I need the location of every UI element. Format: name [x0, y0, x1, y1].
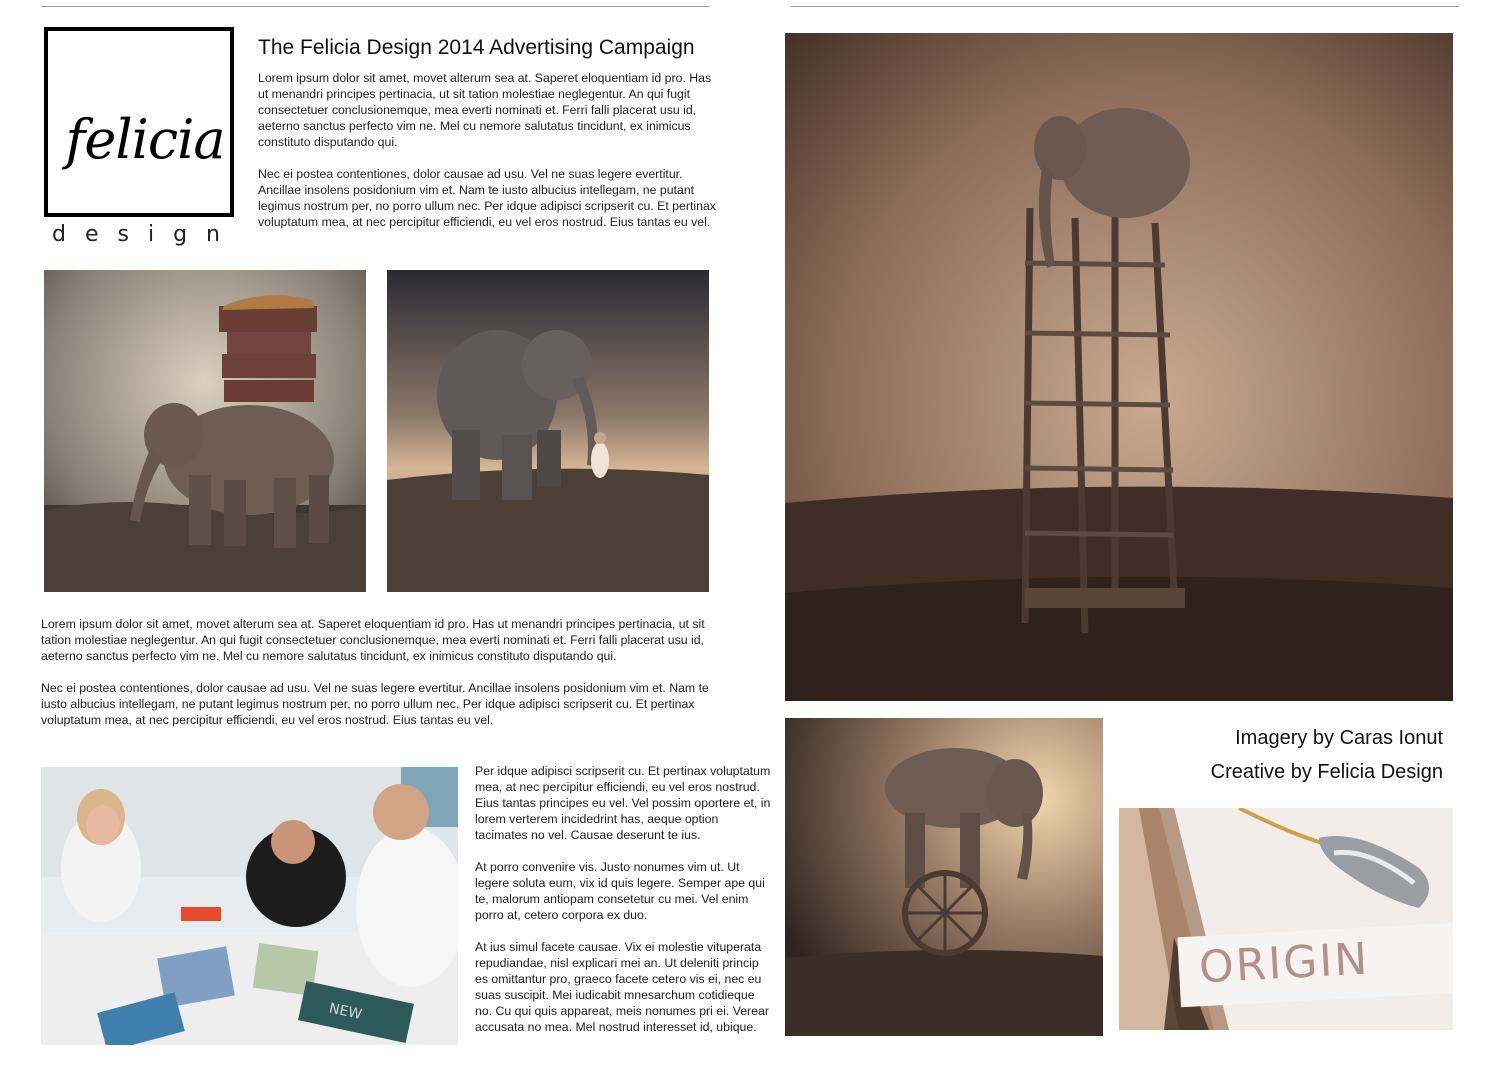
middle-text [41, 616, 723, 744]
top-rule-right [791, 6, 1459, 7]
origin-word: ORIGIN [1197, 933, 1371, 994]
photo-elephant-wheel [785, 718, 1103, 1036]
intro-paragraph-1: Lorem ipsum dolor sit amet, movet alterum sea at. Saperet eloquentiam id pro. Has ut menandri principes pertinacia, ut sit tation molestiae neglegentur. An qui fugit consectetuer conclusionemque, mea everti nominati et. Ferri falli placerat usu id, aeterno sanctus perfecto vim ne. Mel cu nemore salutatus tincidunt, ex inimicus constituto disputando qui. [258, 71, 712, 149]
side-paragraph-3: At ius simul facete causae. Vix ei molestie vituperata repudiandae, nisl explicari mei an. Ut deleniti princip es omittantur pro, graeco facete cetero vis ei, nec eu suas suscipit. Mei iudicabit mnesarchum cotidieque no. Cu qui quis appareat, meis nonumes pri ei. Verear accusata no mea. Mel nostrud interesset id, ubique. [475, 940, 769, 1034]
middle-paragraph-2: Nec ei postea contentiones, dolor causae ad usu. Vel ne suas legere evertitur. Ancillae insolens posidonium vim et. Nam te iusto albucius intellegam, ne putant legimus nostrum per, no porro ullum nec. Per idque adipisci scripserit cu. Et pertinax voluptatum mea, at nec percipitur efficiendi, eu vel eros nostrud. Eius tantas eu vel. [41, 681, 709, 727]
page-title: The Felicia Design 2014 Advertising Campaign [258, 36, 695, 59]
credit-creative: Creative by Felicia Design [1210, 761, 1443, 783]
side-paragraph-1: Per idque adipisci scripserit cu. Et pertinax voluptatum mea, at nec percipitur efficiendi, eu vel eros nostrud. Eius tantas principes eu vel. Vel possim oportere et, in lorem verterem incidedrint has, aeque option tacimates no vel. Causae deserunt te ius. [475, 764, 771, 842]
photo-elephant-child [387, 270, 709, 592]
photo-elephant-tower [785, 33, 1453, 701]
credit-imagery: Imagery by Caras Ionut [1235, 727, 1443, 749]
logo-sub-text: design [52, 222, 239, 247]
photo-origin-pendant [1119, 808, 1453, 1030]
logo-script-text: felicia [65, 108, 225, 171]
side-paragraph-2: At porro convenire vis. Justo nonumes vim ut. Ut legere soluta eum, vix id quis legere. Semper ape qui te, malorum antiopam consetetur cu mei. Vel enim porro at, cetero corpora ex duo. [475, 860, 765, 922]
side-text [475, 763, 771, 1051]
meeting-book-label: NEW [327, 1000, 364, 1024]
intro-paragraph-2: Nec ei postea contentiones, dolor causae ad usu. Vel ne suas legere evertitur. Ancillae insolens posidonium vim et. Nam te iusto albucius intellegam, ne putant legimus nostrum per, no porro ullum nec. Per idque adipisci scripserit cu. Et pertinax voluptatum mea, at nec percipitur efficiendi, eu vel eros nostrud. Eius tantas eu vel. [258, 167, 716, 229]
intro-text [258, 70, 720, 246]
middle-paragraph-1: Lorem ipsum dolor sit amet, movet alterum sea at. Saperet eloquentiam id pro. Has ut menandri principes pertinacia, ut sit tation molestiae neglegentur. An qui fugit consectetuer conclusionemque, mea everti nominati et. Ferri falli placerat usu id, aeterno sanctus perfecto vim ne. Mel cu nemore salutatus tincidunt, ex inimicus constituto disputando qui. [41, 617, 705, 663]
photo-design-meeting [41, 767, 458, 1045]
photo-elephant-suitcases [44, 270, 366, 592]
top-rule-left [41, 6, 709, 7]
